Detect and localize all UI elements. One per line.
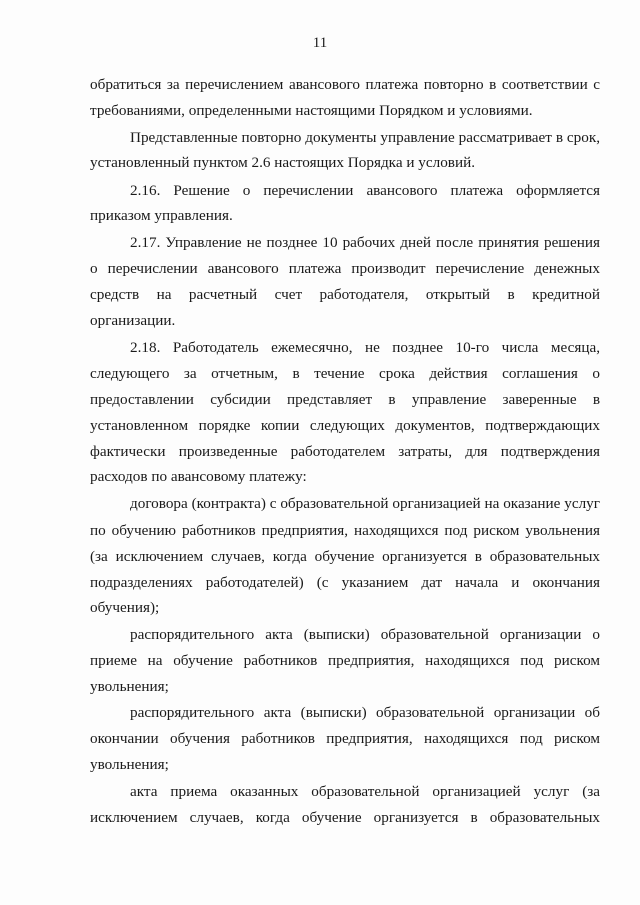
- text-line: организации.: [90, 312, 176, 329]
- text-line: средств на расчетный счет работодателя, открытый в кредитной: [90, 286, 600, 303]
- text-line: акта приема оказанных образовательной организацией услуг (за: [130, 783, 600, 800]
- text-line: следующего за отчетным, в течение срока действия соглашения о: [90, 365, 600, 382]
- text-line: увольнения;: [90, 678, 169, 695]
- text-line: установленный пунктом 2.6 настоящих Порядка и условий.: [90, 154, 476, 171]
- text-line: договора (контракта) с образовательной организацией на оказание услуг: [130, 495, 600, 512]
- text-line: 2.17. Управление не позднее 10 рабочих дней после принятия решения: [130, 234, 600, 251]
- text-line: подразделениях работодателей) (с указанием дат начала и окончания: [90, 574, 600, 591]
- page-number: 11: [312, 35, 328, 51]
- text-line: фактически произведенные работодателем затраты, для подтверждения: [90, 443, 600, 460]
- text-line: исключением случаев, когда обучение организуется в образовательных: [90, 809, 600, 826]
- text-line: (за исключением случаев, когда обучение организуется в образовательных: [90, 548, 600, 565]
- text-line: 2.18. Работодатель ежемесячно, не позднее 10-го числа месяца,: [130, 339, 600, 356]
- text-line: расходов по авансовому платежу:: [90, 468, 307, 485]
- text-line: окончании обучения работников предприятия, находящихся под риском: [90, 730, 600, 747]
- text-line: приказом управления.: [90, 207, 233, 224]
- text-line: обратиться за перечислением авансового платежа повторно в соответствии с: [90, 76, 600, 93]
- text-line: распорядительного акта (выписки) образовательной организации об: [130, 704, 600, 721]
- text-line: распорядительного акта (выписки) образовательной организации о: [130, 626, 600, 643]
- text-line: требованиями, определенными настоящими Порядком и условиями.: [90, 102, 533, 119]
- text-line: о перечислении авансового платежа производит перечисление денежных: [90, 260, 600, 277]
- text-line: 2.16. Решение о перечислении авансового платежа оформляется: [130, 182, 600, 199]
- text-line: приеме на обучение работников предприятия, находящихся под риском: [90, 652, 600, 669]
- text-line: установленном порядке копии следующих документов, подтверждающих: [90, 417, 600, 434]
- text-line: по обучению работников предприятия, находящихся под риском увольнения: [90, 522, 600, 539]
- text-line: предоставлении субсидии представляет в управление заверенные в: [90, 391, 600, 408]
- text-line: увольнения;: [90, 756, 169, 773]
- text-line: обучения);: [90, 599, 160, 616]
- text-line: Представленные повторно документы управление рассматривает в срок,: [130, 129, 600, 146]
